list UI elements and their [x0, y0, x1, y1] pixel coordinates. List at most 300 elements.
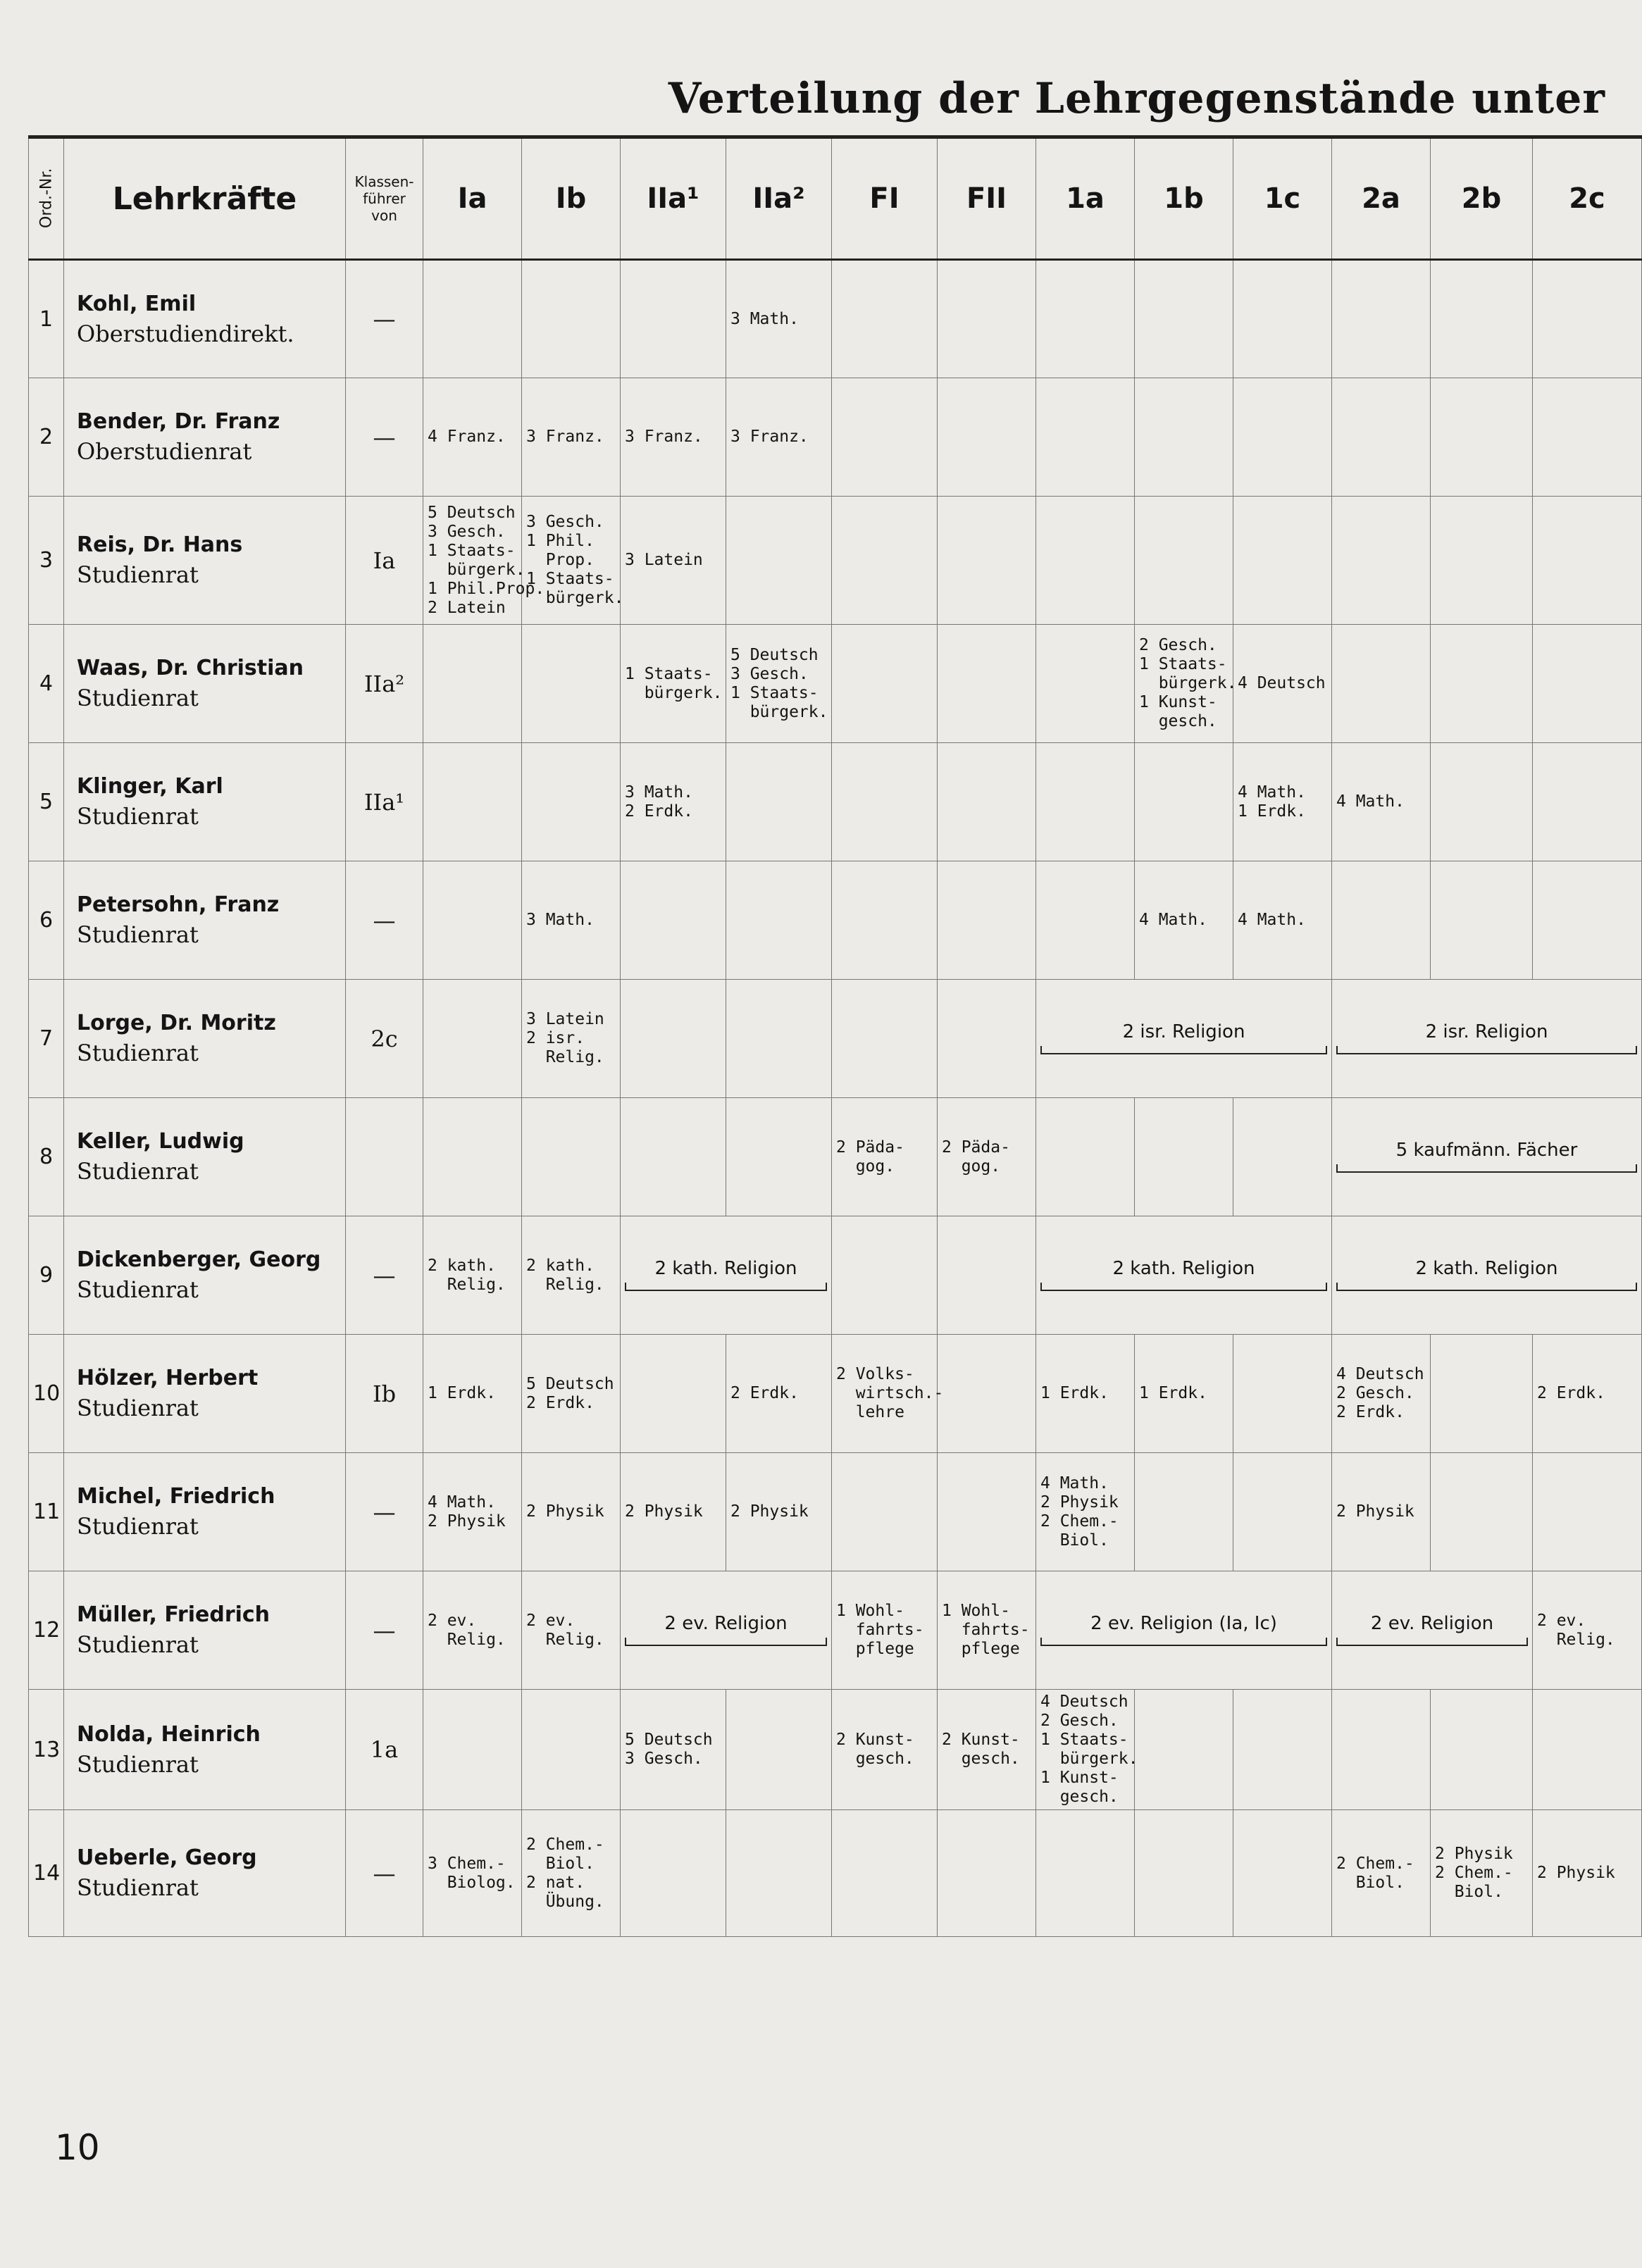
subject-cell-2c	[1533, 378, 1642, 497]
subject-hours: 4 Deutsch	[1238, 674, 1326, 692]
subject-cell-1b	[1135, 378, 1233, 497]
subject-cell-1b	[1135, 1810, 1233, 1937]
subject-cell-2b	[1431, 861, 1533, 980]
header-col-Ia: Ia	[423, 137, 522, 260]
teacher-name: Ueberle, Georg	[77, 1845, 257, 1870]
teacher-cell	[64, 1690, 346, 1810]
merged-subject-label: 2 ev. Religion	[1370, 1613, 1494, 1634]
subject-cell-1c	[1233, 1690, 1332, 1810]
subject-hours: 1 Erdk.	[1139, 1384, 1207, 1402]
subject-hours: 4 Franz.	[428, 428, 506, 446]
subject-cell-Ia	[423, 1690, 522, 1810]
subject-cell-2c	[1533, 861, 1642, 980]
subject-hours: 1 Wohl- fahrts- pflege	[942, 1602, 1030, 1658]
brace-line	[625, 1638, 827, 1646]
subject-cell-IIa2	[726, 1810, 832, 1937]
merged-subject-label: 2 isr. Religion	[1122, 1021, 1245, 1042]
subject-cell-IIa1	[621, 980, 726, 1098]
subject-cell-1a	[1036, 497, 1135, 625]
teacher-title: Studienrat	[77, 561, 199, 588]
header-lehrkraefte: Lehrkräfte	[64, 137, 346, 260]
subject-cell-Ia	[423, 1216, 522, 1335]
subject-cell-FI	[832, 1453, 938, 1571]
subject-cell-1a	[1036, 1690, 1138, 1810]
subject-cell-IIa1	[621, 497, 726, 625]
subject-cell-FII	[938, 861, 1036, 980]
subject-cell-Ia	[423, 980, 522, 1098]
subject-cell-2a	[1332, 1690, 1431, 1810]
header-col-FII: FII	[938, 137, 1036, 260]
header-col-IIa1: IIa¹	[621, 137, 726, 260]
subject-cell-1a	[1036, 1098, 1135, 1216]
subject-cell-IIa1	[621, 743, 726, 861]
teacher-cell	[64, 1216, 346, 1335]
subject-cell-FI	[832, 861, 938, 980]
subject-hours: 2 ev. Relig.	[526, 1611, 604, 1649]
subject-cell-2b	[1431, 1453, 1533, 1571]
row-number: 11	[29, 1453, 64, 1571]
teacher-cell	[64, 980, 346, 1098]
subject-cell-2a	[1332, 743, 1431, 861]
header-col-2b: 2b	[1431, 137, 1533, 260]
subject-cell-1a	[1036, 743, 1135, 861]
subject-cell-2a	[1332, 497, 1431, 625]
subject-hours: 2 Kunst- gesch.	[942, 1731, 1020, 1768]
subject-hours: 2 Physik	[625, 1502, 703, 1521]
table-row	[29, 1335, 1642, 1453]
header-col-1c: 1c	[1233, 137, 1332, 260]
merged-subject-cell	[621, 1216, 832, 1335]
subject-cell-FII	[938, 1453, 1036, 1571]
subject-cell-1a	[1036, 1335, 1135, 1453]
subject-hours: 2 Physik	[526, 1502, 604, 1521]
subject-cell-1b	[1135, 497, 1233, 625]
subject-cell-IIa1	[621, 625, 726, 743]
subject-hours: 2 Kunst- gesch.	[836, 1731, 914, 1768]
subject-hours: 3 Gesch. 1 Phil. Prop. 1 Staats- bürgerk.	[526, 513, 624, 607]
subject-cell-Ib	[522, 497, 624, 625]
header-col-FI: FI	[832, 137, 938, 260]
merged-subject-cell	[1332, 1098, 1642, 1216]
subject-hours: 4 Deutsch 2 Gesch. 2 Erdk.	[1336, 1365, 1424, 1421]
teacher-title: Studienrat	[77, 1874, 199, 1901]
subject-cell-2b	[1431, 497, 1533, 625]
subject-hours: 2 ev. Relig.	[1537, 1611, 1615, 1649]
teacher-name: Reis, Dr. Hans	[77, 532, 243, 557]
subject-cell-Ib	[522, 1690, 621, 1810]
subject-hours: 3 Latein	[625, 551, 703, 569]
subject-hours: 4 Math.	[1238, 911, 1306, 929]
subject-cell-1b	[1135, 743, 1233, 861]
subject-cell-FI	[832, 378, 938, 497]
row-number: 8	[29, 1098, 64, 1216]
row-number: 12	[29, 1571, 64, 1690]
teacher-name: Michel, Friedrich	[77, 1484, 275, 1509]
merged-subject-label: 2 kath. Religion	[1415, 1258, 1558, 1279]
subject-cell-Ia	[423, 1453, 522, 1571]
subject-cell-1a	[1036, 861, 1135, 980]
subject-cell-2a	[1332, 260, 1431, 378]
subject-cell-IIa2	[726, 378, 832, 497]
subject-cell-Ib	[522, 1098, 621, 1216]
subject-cell-FII	[938, 625, 1036, 743]
subject-hours: 2 kath. Relig.	[526, 1256, 604, 1294]
subject-cell-1c	[1233, 1453, 1332, 1571]
subject-cell-1b	[1135, 1098, 1233, 1216]
subject-hours: 3 Chem.- Biolog.	[428, 1854, 516, 1892]
brace-line	[1336, 1283, 1637, 1291]
subject-cell-Ib	[522, 1571, 621, 1690]
klassenfuehrer-cell: IIa²	[346, 625, 423, 743]
subject-cell-IIa2	[726, 260, 832, 378]
subject-cell-IIa2	[726, 743, 832, 861]
header-col-1a: 1a	[1036, 137, 1135, 260]
subject-cell-1b	[1135, 260, 1233, 378]
teacher-title: Oberstudienrat	[77, 438, 252, 465]
subject-cell-2b	[1431, 378, 1533, 497]
row-number: 4	[29, 625, 64, 743]
subject-hours: 4 Math. 1 Erdk.	[1238, 783, 1306, 821]
row-number: 6	[29, 861, 64, 980]
subject-hours: 4 Math.	[1139, 911, 1207, 929]
subject-cell-1b	[1135, 861, 1233, 980]
subject-cell-FII	[938, 1690, 1036, 1810]
row-number: 3	[29, 497, 64, 625]
table-row	[29, 980, 1642, 1098]
teacher-title: Studienrat	[77, 685, 199, 711]
subject-cell-Ia	[423, 497, 545, 625]
subject-cell-1b	[1135, 1335, 1233, 1453]
merged-subject-cell	[1036, 1571, 1332, 1690]
klassenfuehrer-cell	[346, 1098, 423, 1216]
subject-cell-Ia	[423, 1571, 522, 1690]
subject-hours: 2 Physik 2 Chem.- Biol.	[1435, 1845, 1513, 1901]
subject-cell-2a	[1332, 625, 1431, 743]
subject-hours: 4 Math.	[1336, 792, 1405, 811]
klassenfuehrer-cell: Ia	[346, 497, 423, 625]
table-row	[29, 1453, 1642, 1571]
merged-subject-label: 2 ev. Religion	[664, 1613, 788, 1634]
klassenfuehrer-cell: —	[346, 861, 423, 980]
subject-cell-2c	[1533, 1571, 1642, 1690]
subject-hours: 4 Deutsch 2 Gesch. 1 Staats- bürgerk. 1 Kunst- gesch.	[1040, 1693, 1138, 1806]
subject-cell-IIa2	[726, 980, 832, 1098]
subject-cell-Ib	[522, 1453, 621, 1571]
subject-hours: 3 Franz.	[625, 428, 703, 446]
teacher-title: Oberstudiendirekt.	[77, 320, 294, 347]
subject-cell-1c	[1233, 743, 1332, 861]
subject-cell-FII	[938, 497, 1036, 625]
subject-cell-IIa2	[726, 1690, 832, 1810]
klassenfuehrer-cell: —	[346, 1810, 423, 1937]
merged-subject-cell	[621, 1571, 832, 1690]
table-row	[29, 260, 1642, 378]
header-col-IIa2: IIa²	[726, 137, 832, 260]
teacher-title: Studienrat	[77, 1631, 199, 1658]
subject-cell-2b	[1431, 625, 1533, 743]
subject-cell-IIa1	[621, 1690, 726, 1810]
subject-cell-1b	[1135, 1690, 1233, 1810]
teacher-name: Kohl, Emil	[77, 291, 197, 316]
teacher-cell	[64, 378, 346, 497]
klassenfuehrer-cell: 2c	[346, 980, 423, 1098]
subject-cell-2b	[1431, 1690, 1533, 1810]
teacher-name: Dickenberger, Georg	[77, 1247, 321, 1272]
subject-hours: 5 Deutsch 3 Gesch. 1 Staats- bürgerk.	[730, 645, 828, 721]
teacher-title: Studienrat	[77, 921, 199, 948]
subject-cell-FI	[832, 743, 938, 861]
subject-cell-2a	[1332, 1335, 1431, 1453]
subject-hours: 2 Päda- gog.	[836, 1138, 904, 1176]
subject-cell-IIa1	[621, 1335, 726, 1453]
teacher-name: Hölzer, Herbert	[77, 1366, 259, 1390]
subject-cell-1c	[1233, 378, 1332, 497]
subject-cell-Ib	[522, 980, 621, 1098]
subject-hours: 1 Erdk.	[1040, 1384, 1109, 1402]
brace-line	[1040, 1638, 1327, 1646]
subject-cell-1c	[1233, 1810, 1332, 1937]
subject-hours: 3 Franz.	[730, 428, 809, 446]
subject-cell-2c	[1533, 1690, 1642, 1810]
table-row	[29, 625, 1642, 743]
teacher-cell	[64, 743, 346, 861]
table-header-row	[29, 137, 1642, 260]
table-row	[29, 1216, 1642, 1335]
subject-cell-IIa2	[726, 1453, 832, 1571]
subject-cell-FI	[832, 625, 938, 743]
subject-cell-Ib	[522, 1216, 621, 1335]
subject-hours: 2 Physik	[1537, 1864, 1615, 1882]
subject-cell-FII	[938, 1098, 1036, 1216]
subject-cell-2c	[1533, 497, 1642, 625]
subject-hours: 2 Erdk.	[730, 1384, 799, 1402]
subject-cell-1a	[1036, 625, 1135, 743]
subject-hours: 2 kath. Relig.	[428, 1256, 506, 1294]
subject-cell-1b	[1135, 1453, 1233, 1571]
header-nr: Ord.-Nr.	[29, 137, 64, 260]
table-row	[29, 743, 1642, 861]
teacher-title: Studienrat	[77, 1750, 199, 1778]
row-number: 2	[29, 378, 64, 497]
subject-cell-2b	[1431, 743, 1533, 861]
brace-line	[625, 1283, 827, 1291]
merged-subject-cell	[1036, 980, 1332, 1098]
subject-cell-2a	[1332, 378, 1431, 497]
subject-cell-1c	[1233, 260, 1332, 378]
teacher-name: Bender, Dr. Franz	[77, 409, 280, 434]
teacher-name: Müller, Friedrich	[77, 1602, 270, 1627]
subject-cell-Ib	[522, 743, 621, 861]
subject-cell-2c	[1533, 1810, 1642, 1937]
subject-cell-FI	[832, 497, 938, 625]
teacher-title: Studienrat	[77, 1040, 199, 1066]
merged-subject-cell	[1332, 1571, 1533, 1690]
teacher-cell	[64, 260, 346, 378]
table-row	[29, 1571, 1642, 1690]
teacher-cell	[64, 625, 346, 743]
subject-cell-Ib	[522, 625, 621, 743]
subject-cell-1c	[1233, 861, 1332, 980]
subject-hours: 5 Deutsch 3 Gesch.	[625, 1731, 713, 1768]
teacher-name: Keller, Ludwig	[77, 1129, 244, 1154]
subject-cell-Ia	[423, 861, 522, 980]
klassenfuehrer-cell: Ib	[346, 1335, 423, 1453]
subject-cell-Ib	[522, 378, 621, 497]
klassenfuehrer-cell: —	[346, 1571, 423, 1690]
merged-subject-label: 2 isr. Religion	[1425, 1021, 1548, 1042]
teacher-cell	[64, 861, 346, 980]
subject-cell-2c	[1533, 743, 1642, 861]
teacher-name: Nolda, Heinrich	[77, 1721, 261, 1747]
subject-cell-1c	[1233, 625, 1332, 743]
header-col-Ib: Ib	[522, 137, 621, 260]
subject-cell-FI	[832, 1098, 938, 1216]
subject-cell-Ia	[423, 378, 522, 497]
subject-cell-IIa2	[726, 625, 832, 743]
subject-cell-1a	[1036, 378, 1135, 497]
merged-subject-label: 2 kath. Religion	[1112, 1258, 1255, 1279]
subject-cell-IIa1	[621, 1453, 726, 1571]
subject-cell-IIa2	[726, 861, 832, 980]
subject-cell-FI	[832, 1216, 938, 1335]
subject-cell-FII	[938, 980, 1036, 1098]
page-title: Verteilung der Lehrgegenstände unter	[668, 74, 1605, 123]
subject-hours: 2 Volks- wirtsch.- lehre	[836, 1365, 944, 1421]
subject-cell-2c	[1533, 1335, 1642, 1453]
row-number: 1	[29, 260, 64, 378]
page-number: 10	[55, 2127, 100, 2168]
klassenfuehrer-cell: —	[346, 1216, 423, 1335]
subject-hours: 5 Deutsch 3 Gesch. 1 Staats- bürgerk. 1 Phil.Prop. 2 Latein	[428, 503, 545, 617]
merged-subject-cell	[1332, 980, 1642, 1098]
subject-cell-2b	[1431, 1810, 1533, 1937]
row-number: 14	[29, 1810, 64, 1937]
subject-cell-Ia	[423, 1810, 522, 1937]
subject-cell-FI	[832, 1335, 944, 1453]
teacher-cell	[64, 1571, 346, 1690]
subject-hours: 2 Physik	[730, 1502, 809, 1521]
subject-cell-1a	[1036, 1810, 1135, 1937]
subject-hours: 2 Gesch. 1 Staats- bürgerk. 1 Kunst- gesch.	[1139, 636, 1237, 730]
subject-hours: 2 Päda- gog.	[942, 1138, 1010, 1176]
subject-cell-IIa1	[621, 260, 726, 378]
subject-cell-2c	[1533, 260, 1642, 378]
teacher-title: Studienrat	[77, 803, 199, 830]
table-row	[29, 1098, 1642, 1216]
subject-cell-Ib	[522, 1810, 621, 1937]
brace-line	[1336, 1638, 1528, 1646]
header-col-1b: 1b	[1135, 137, 1233, 260]
merged-subject-cell	[1036, 1216, 1332, 1335]
brace-line	[1336, 1164, 1637, 1173]
subject-hours: 1 Staats- bürgerk.	[625, 664, 723, 702]
row-number: 10	[29, 1335, 64, 1453]
subject-cell-FII	[938, 260, 1036, 378]
subject-cell-1c	[1233, 1335, 1332, 1453]
teacher-title: Studienrat	[77, 1276, 199, 1303]
distribution-table	[28, 135, 1642, 1937]
subject-cell-IIa1	[621, 1098, 726, 1216]
row-number: 5	[29, 743, 64, 861]
subject-hours: 2 Chem.- Biol.	[1336, 1854, 1414, 1892]
subject-hours: 2 ev. Relig.	[428, 1611, 506, 1649]
klassenfuehrer-cell: IIa¹	[346, 743, 423, 861]
subject-cell-FII	[938, 1810, 1036, 1937]
subject-cell-2a	[1332, 861, 1431, 980]
teacher-name: Lorge, Dr. Moritz	[77, 1011, 276, 1035]
merged-subject-cell	[1332, 1216, 1642, 1335]
subject-cell-1c	[1233, 497, 1332, 625]
brace-line	[1040, 1283, 1327, 1291]
merged-subject-label: 2 ev. Religion (Ia, Ic)	[1090, 1613, 1277, 1634]
subject-cell-2a	[1332, 1453, 1431, 1571]
subject-cell-Ib	[522, 260, 621, 378]
subject-cell-FI	[832, 1571, 938, 1690]
subject-cell-2a	[1332, 1810, 1431, 1937]
subject-cell-Ia	[423, 260, 522, 378]
subject-cell-IIa1	[621, 1810, 726, 1937]
subject-hours: 4 Math. 2 Physik 2 Chem.- Biol.	[1040, 1473, 1119, 1550]
teacher-title: Studienrat	[77, 1158, 199, 1185]
subject-cell-2b	[1431, 1335, 1533, 1453]
teacher-cell	[64, 1453, 346, 1571]
subject-cell-FII	[938, 1216, 1036, 1335]
subject-cell-FII	[938, 1571, 1036, 1690]
subject-hours: 3 Math.	[526, 911, 595, 929]
subject-cell-FI	[832, 980, 938, 1098]
subject-hours: 4 Math. 2 Physik	[428, 1493, 506, 1531]
teacher-name: Petersohn, Franz	[77, 892, 280, 917]
table-row	[29, 1810, 1642, 1937]
subject-hours: 3 Math.	[730, 309, 799, 328]
subject-cell-FI	[832, 260, 938, 378]
row-number: 13	[29, 1690, 64, 1810]
subject-cell-1a	[1036, 260, 1135, 378]
teacher-cell	[64, 1810, 346, 1937]
row-number: 7	[29, 980, 64, 1098]
subject-cell-FII	[938, 743, 1036, 861]
klassenfuehrer-cell: —	[346, 378, 423, 497]
subject-cell-IIa2	[726, 1098, 832, 1216]
teacher-name: Waas, Dr. Christian	[77, 656, 304, 680]
subject-hours: 2 Chem.- Biol. 2 nat. Übung.	[526, 1835, 604, 1911]
subject-cell-Ia	[423, 1335, 522, 1453]
teacher-cell	[64, 497, 346, 625]
merged-subject-label: 2 kath. Religion	[654, 1258, 797, 1279]
table-row	[29, 1690, 1642, 1810]
klassenfuehrer-cell: —	[346, 1453, 423, 1571]
subject-cell-1c	[1233, 1098, 1332, 1216]
subject-cell-FI	[832, 1810, 938, 1937]
subject-cell-IIa2	[726, 1335, 832, 1453]
subject-hours: 2 Physik	[1336, 1502, 1414, 1521]
subject-cell-2c	[1533, 625, 1642, 743]
header-col-2c: 2c	[1533, 137, 1642, 260]
table-row	[29, 378, 1642, 497]
table-row	[29, 861, 1642, 980]
merged-subject-label: 5 kaufmänn. Fächer	[1395, 1140, 1578, 1161]
subject-cell-IIa1	[621, 378, 726, 497]
subject-cell-Ia	[423, 625, 522, 743]
subject-hours: 2 Erdk.	[1537, 1384, 1605, 1402]
subject-hours: 1 Wohl- fahrts- pflege	[836, 1602, 924, 1658]
table-row	[29, 497, 1642, 625]
subject-hours: 1 Erdk.	[428, 1384, 496, 1402]
header-klassenfuehrer: Klassen-führer von	[346, 137, 423, 260]
subject-hours: 3 Latein 2 isr. Relig.	[526, 1010, 604, 1066]
subject-cell-IIa2	[726, 497, 832, 625]
subject-cell-FII	[938, 378, 1036, 497]
